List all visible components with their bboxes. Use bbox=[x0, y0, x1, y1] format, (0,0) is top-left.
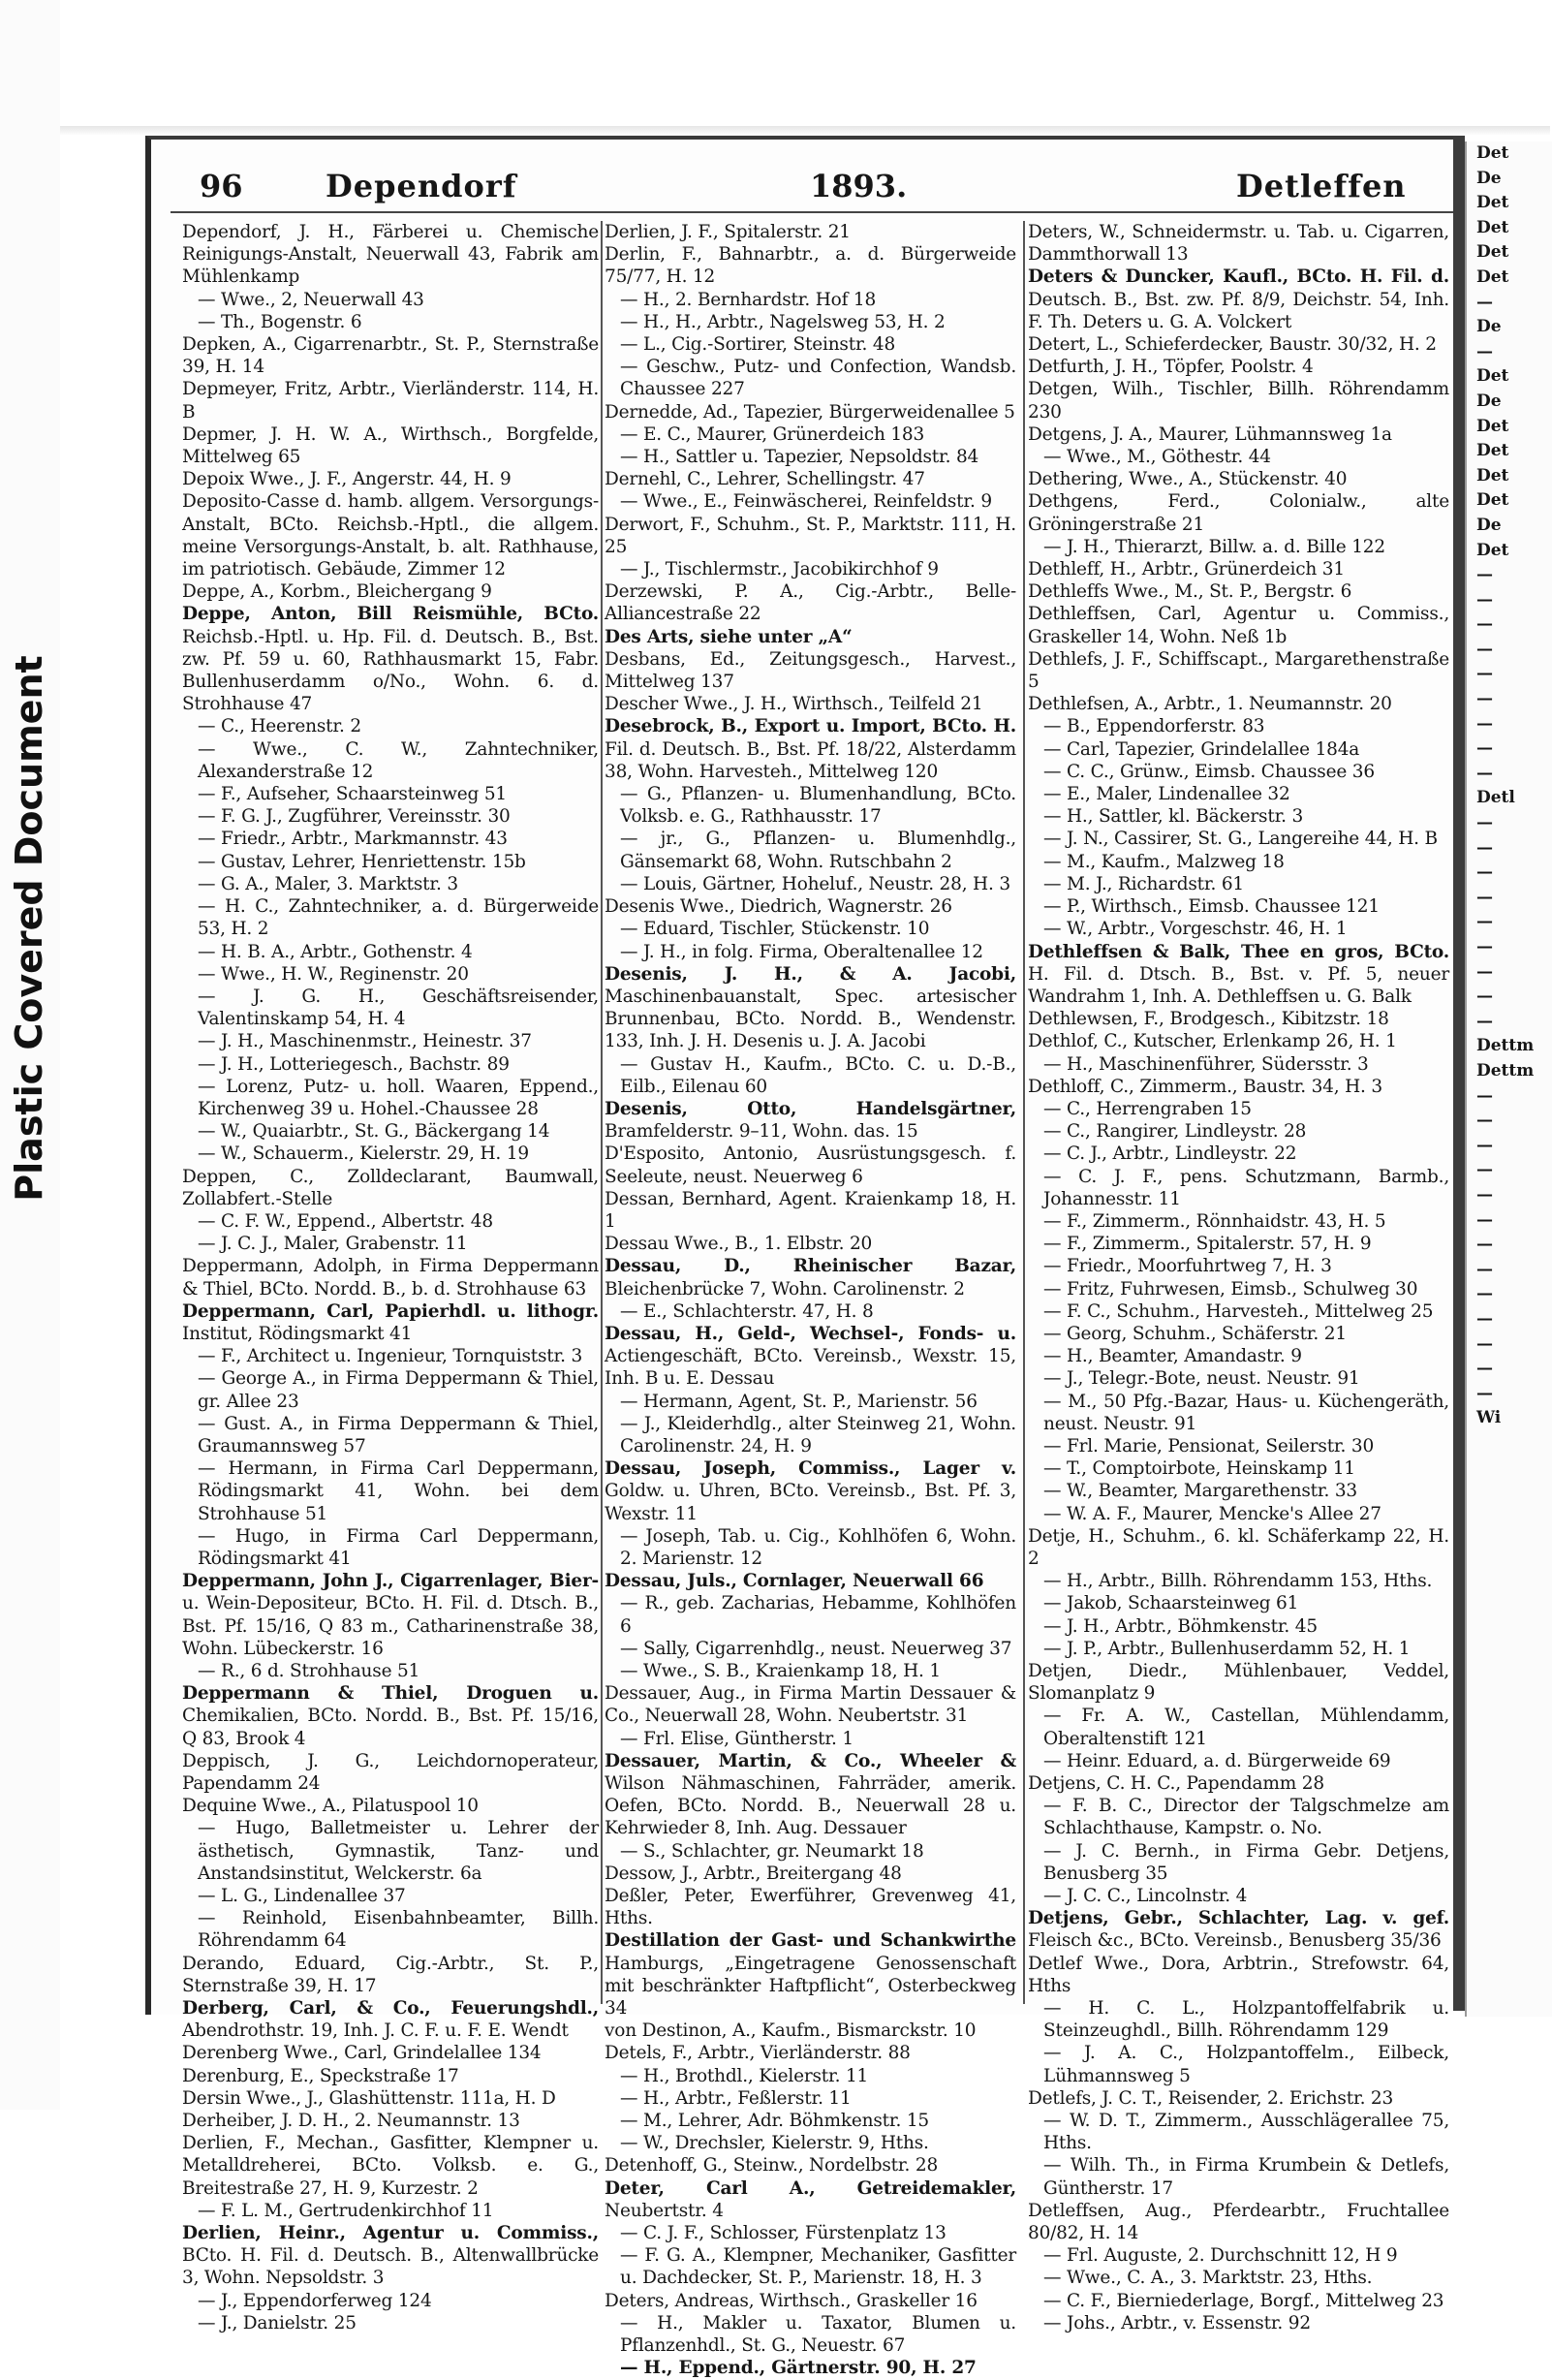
directory-entry: — Wwe., 2, Neuerwall 43 bbox=[198, 289, 424, 310]
page-gutter bbox=[1453, 136, 1465, 2011]
facing-page-fragment: — bbox=[1476, 862, 1493, 883]
directory-entry: Dequine Wwe., A., Pilatuspool 10 bbox=[182, 1796, 479, 1817]
directory-entry: Dessauer, Martin, & Co., Wheeler & Wilson Nähmaschinen, Fahrräder, amerik. Oefen, BCto. Nordd. B., Neuerwall 28 u. Kehrwieder 8, Inh. Aug. Dessauer bbox=[605, 1750, 1016, 1839]
facing-page-fragment: Detl bbox=[1476, 788, 1515, 808]
directory-entry: — Gustav, Lehrer, Henriettenstr. 15b bbox=[198, 851, 526, 872]
directory-entry: Derwort, F., Schuhm., St. P., Marktstr. 111, H. 25 bbox=[605, 514, 1016, 557]
running-head-left: Dependorf bbox=[326, 168, 517, 204]
directory-entry: — W., Beamter, Margarethenstr. 33 bbox=[1043, 1481, 1358, 1502]
directory-entry: Derheiber, J. D. H., 2. Neumannstr. 13 bbox=[182, 2111, 520, 2132]
directory-entry: Derlien, Heinr., Agentur u. Commiss., BCto. H. Fil. d. Deutsch. B., Altenwallbrücke 3, Wohn. Nepsoldstr. 3 bbox=[182, 2223, 599, 2289]
directory-entry: — Friedr., Moorfuhrtweg 7, H. 3 bbox=[1043, 1256, 1332, 1277]
directory-entry: — Hugo, in Firma Carl Deppermann, Rödingsmarkt 41 bbox=[198, 1525, 599, 1569]
directory-entry: Deter, Carl A., Getreidemakler, Neubertstr. 4 bbox=[605, 2177, 1016, 2221]
directory-entry: — Th., Bogenstr. 6 bbox=[198, 311, 362, 332]
directory-entry: Dethleff, H., Arbtr., Grünerdeich 31 bbox=[1028, 559, 1345, 580]
directory-entry: — Georg, Schuhm., Schäferstr. 21 bbox=[1043, 1323, 1347, 1344]
directory-entry: Derlin, F., Bahnarbtr., a. d. Bürgerweide 75/77, H. 12 bbox=[605, 244, 1016, 288]
directory-entry: — C. C., Grünw., Eimsb. Chaussee 36 bbox=[1043, 761, 1375, 782]
directory-entry: — C. F., Bierniederlage, Borgf., Mittelweg 23 bbox=[1043, 2290, 1444, 2311]
directory-entry: — T., Comptoirbote, Heinskamp 11 bbox=[1043, 1458, 1355, 1480]
directory-entry: Deppe, Anton, Bill Reismühle, BCto. Reichsb.-Hptl. u. Hp. Fil. d. Deutsch. B., Bst. zw. Pf. 59 u. 60, Rathhausmarkt 15, Fabr. Bullenhuserdamm o/No., Wohn. 6. d. Strohhause 47 bbox=[182, 604, 599, 715]
directory-entry: Derenburg, E., Speckstraße 17 bbox=[182, 2065, 459, 2086]
directory-entry: — George A., in Firma Deppermann & Thiel, gr. Allee 23 bbox=[198, 1368, 599, 1412]
directory-entry: — H., 2. Bernhardstr. Hof 18 bbox=[620, 289, 877, 310]
directory-entry: — Eduard, Tischler, Stückenstr. 10 bbox=[620, 919, 930, 940]
directory-entry: — F. G. J., Zugführer, Vereinsstr. 30 bbox=[198, 806, 511, 828]
directory-entry: Dependorf, J. H., Färberei u. Chemische Reinigungs-Anstalt, Neuerwall 43, Fabrik am Mühlenkamp bbox=[182, 222, 599, 288]
directory-entry: Deters, Andreas, Wirthsch., Graskeller 16 bbox=[605, 2290, 978, 2311]
directory-entry: — L. G., Lindenallee 37 bbox=[198, 1886, 406, 1907]
directory-entry: — J. H., Lotteriegesch., Bachstr. 89 bbox=[198, 1053, 510, 1075]
directory-entry: Dessau Wwe., B., 1. Elbstr. 20 bbox=[605, 1234, 873, 1255]
directory-entry: Des Arts, siehe unter „A“ bbox=[605, 626, 853, 647]
directory-entry: Deßler, Peter, Ewerführer, Grevenweg 41, Hths. bbox=[605, 1886, 1016, 1929]
directory-entry: Detjen, Diedr., Mühlenbauer, Veddel, Slomanplatz 9 bbox=[1028, 1661, 1449, 1705]
facing-page-fragment: Det bbox=[1476, 143, 1509, 163]
directory-entry: — P., Wirthsch., Eimsb. Chaussee 121 bbox=[1043, 896, 1380, 918]
directory-entry: Dessau, H., Geld-, Wechsel-, Fonds- u. Actiengeschäft, BCto. Vereinsb., Wexstr. 15, Inh. B u. E. Dessau bbox=[605, 1323, 1016, 1390]
directory-entry: — M. J., Richardstr. 61 bbox=[1043, 873, 1244, 894]
directory-entry: — Gustav H., Kaufm., BCto. C. u. D.-B., Eilb., Eilenau 60 bbox=[620, 1053, 1016, 1097]
directory-entry: Derzewski, P. A., Cig.-Arbtr., Belle-Alliancestraße 22 bbox=[605, 581, 1016, 625]
directory-entry: — J. P., Arbtr., Bullenhuserdamm 52, H. 1 bbox=[1043, 1638, 1411, 1659]
directory-entry: — W., Drechsler, Kielerstr. 9, Hths. bbox=[620, 2133, 929, 2154]
directory-entry: — C., Heerenstr. 2 bbox=[198, 716, 361, 737]
directory-entry: Dethloff, C., Zimmerm., Baustr. 34, H. 3 bbox=[1028, 1076, 1382, 1097]
facing-page-fragment: — bbox=[1476, 1085, 1493, 1106]
directory-entry: — Wwe., C. A., 3. Marktstr. 23, Hths. bbox=[1043, 2268, 1373, 2289]
facing-page-fragment: Det bbox=[1476, 193, 1509, 213]
directory-entry: Deppe, A., Korbm., Bleichergang 9 bbox=[182, 581, 492, 603]
directory-entry: — J., Kleiderhdlg., alter Steinweg 21, Wohn. Carolinenstr. 24, H. 9 bbox=[620, 1413, 1016, 1456]
facing-page-fragment: Det bbox=[1476, 366, 1509, 387]
directory-entry: — H. C., Zahntechniker, a. d. Bürgerweide 53, H. 2 bbox=[198, 896, 599, 940]
facing-page-fragment: — bbox=[1476, 1160, 1493, 1180]
facing-page-fragment: — bbox=[1476, 713, 1493, 734]
directory-entry: Dethleffs Wwe., M., St. P., Bergstr. 6 bbox=[1028, 581, 1352, 603]
directory-entry: — J. C. J., Maler, Grabenstr. 11 bbox=[198, 1234, 468, 1255]
facing-page-fragment: Dettm bbox=[1476, 1060, 1535, 1080]
directory-entry: — H., Beamter, Amandastr. 9 bbox=[1043, 1346, 1302, 1367]
directory-entry: — W., Schauerm., Kielerstr. 29, H. 19 bbox=[198, 1143, 529, 1165]
facing-page-fragment: — bbox=[1476, 689, 1493, 709]
directory-entry: Desebrock, B., Export u. Import, BCto. H. Fil. d. Deutsch. B., Bst. Pf. 18/22, Alsterdamm 38, Wohn. Harvesteh., Mittelweg 120 bbox=[605, 716, 1016, 782]
directory-entry: Deppisch, J. G., Leichdornoperateur, Papendamm 24 bbox=[182, 1750, 599, 1795]
directory-entry: Depken, A., Cigarrenarbtr., St. P., Sternstraße 39, H. 14 bbox=[182, 334, 599, 378]
facing-page-fragment: — bbox=[1476, 1308, 1493, 1329]
facing-page-fragment: — bbox=[1476, 1359, 1493, 1379]
directory-entry: — Wilh. Th., in Firma Krumbein & Detlefs, Güntherstr. 17 bbox=[1043, 2155, 1449, 2199]
facing-page-fragment: — bbox=[1476, 1011, 1493, 1031]
facing-page-fragment: — bbox=[1476, 961, 1493, 982]
directory-entry: — J., Danielstr. 25 bbox=[198, 2312, 357, 2333]
directory-entry: Derenberg Wwe., Carl, Grindelallee 134 bbox=[182, 2043, 542, 2064]
facing-page-fragment: — bbox=[1476, 664, 1493, 684]
directory-entry: — F. L. M., Gertrudenkirchhof 11 bbox=[198, 2200, 494, 2221]
directory-entry: — Wwe., S. B., Kraienkamp 18, H. 1 bbox=[620, 1661, 941, 1681]
facing-page-fragment: — bbox=[1476, 1333, 1493, 1354]
directory-entry: — W., Quaiarbtr., St. G., Bäckergang 14 bbox=[198, 1121, 550, 1143]
facing-page-fragment: Det bbox=[1476, 490, 1509, 511]
directory-entry: Desenis Wwe., Diedrich, Wagnerstr. 26 bbox=[605, 896, 952, 918]
directory-entry: — E., Schlachterstr. 47, H. 8 bbox=[620, 1300, 874, 1322]
directory-entry: Dethlefs, J. F., Schiffscapt., Margarethenstraße 5 bbox=[1028, 648, 1449, 693]
directory-entry: — Geschw., Putz- und Confection, Wandsb. Chaussee 227 bbox=[620, 357, 1016, 400]
directory-entry: Deppermann, Carl, Papierhdl. u. lithogr. Institut, Rödingsmarkt 41 bbox=[182, 1300, 599, 1344]
facing-page-fragment: — bbox=[1476, 565, 1493, 585]
directory-entry: — H., Sattler, kl. Bäckerstr. 3 bbox=[1043, 806, 1304, 828]
directory-entry: — Heinr. Eduard, a. d. Bürgerweide 69 bbox=[1043, 1750, 1391, 1771]
page-number: 96 bbox=[200, 168, 243, 204]
facing-page-fragment: Det bbox=[1476, 441, 1509, 461]
directory-entry: — C. J., Arbtr., Lindleystr. 22 bbox=[1043, 1143, 1297, 1165]
directory-entry: Dethlof, C., Kutscher, Erlenkamp 26, H. 1 bbox=[1028, 1031, 1397, 1052]
directory-entry: — Friedr., Arbtr., Markmannstr. 43 bbox=[198, 829, 508, 850]
facing-page-fragment: De bbox=[1476, 391, 1502, 411]
facing-page-fragment: — bbox=[1476, 639, 1493, 659]
facing-page-edge bbox=[1465, 141, 1552, 2017]
directory-entry: Dethlefsen, A., Arbtr., 1. Neumannstr. 20 bbox=[1028, 694, 1392, 715]
directory-entry: — F. G. A., Klempner, Mechaniker, Gasfitter u. Dachdecker, St. P., Marienstr. 18, H. 3 bbox=[620, 2245, 1016, 2289]
directory-entry: — H., Arbtr., Billh. Röhrendamm 153, Hths. bbox=[1043, 1571, 1433, 1592]
facing-page-fragment: De bbox=[1476, 168, 1502, 188]
running-head-right: Detleffen bbox=[1236, 168, 1407, 204]
directory-entry: Derando, Eduard, Cig.-Arbtr., St. P., Sternstraße 39, H. 17 bbox=[182, 1953, 599, 1996]
directory-entry: — C. J. F., Schlosser, Fürstenplatz 13 bbox=[620, 2223, 947, 2244]
directory-entry: Detels, F., Arbtr., Vierländerstr. 88 bbox=[605, 2043, 911, 2064]
directory-entry: — Wwe., M., Göthestr. 44 bbox=[1043, 447, 1271, 468]
directory-entry: D'Esposito, Antonio, Ausrüstungsgesch. f. Seeleute, neust. Neuerweg 6 bbox=[605, 1143, 1016, 1187]
facing-page-fragment: Dettm bbox=[1476, 1036, 1535, 1056]
facing-page-fragment: Wi bbox=[1476, 1408, 1502, 1428]
directory-entry: Derberg, Carl, & Co., Feuerungshdl., Abendrothstr. 19, Inh. J. C. F. u. F. E. Wendt bbox=[182, 1998, 599, 2042]
directory-entry: — Hugo, Balletmeister u. Lehrer der ästhetisch, Gymnastik, Tanz- und Anstandsinstitut, Welckerstr. 6a bbox=[198, 1818, 599, 1884]
directory-entry: — C. J. F., pens. Schutzmann, Barmb., Johannesstr. 11 bbox=[1043, 1166, 1449, 1209]
directory-entry: — Wwe., E., Feinwäscherei, Reinfeldstr. 9 bbox=[620, 491, 992, 513]
directory-entry: — Reinhold, Eisenbahnbeamter, Billh. Röhrendamm 64 bbox=[198, 1908, 599, 1952]
column-right bbox=[1028, 221, 1449, 2333]
directory-entry: — H., Sattler u. Tapezier, Nepsoldstr. 84 bbox=[620, 447, 979, 468]
column-divider bbox=[601, 221, 603, 2004]
directory-entry: — Frl. Marie, Pensionat, Seilerstr. 30 bbox=[1043, 1435, 1375, 1456]
directory-entry: — Gust. A., in Firma Deppermann & Thiel, Graumannsweg 57 bbox=[198, 1413, 599, 1456]
directory-entry: — J. C. C., Lincolnstr. 4 bbox=[1043, 1886, 1248, 1907]
column-left bbox=[182, 221, 599, 2333]
directory-entry: Derlien, J. F., Spitalerstr. 21 bbox=[605, 222, 851, 242]
directory-entry: — Louis, Gärtner, Hoheluf., Neustr. 28, H. 3 bbox=[620, 873, 1010, 894]
directory-entry: — H., Eppend., Gärtnerstr. 90, H. 27 bbox=[620, 2358, 977, 2379]
directory-entry: Dessow, J., Arbtr., Breitergang 48 bbox=[605, 1863, 902, 1884]
facing-page-fragment: — bbox=[1476, 1111, 1493, 1131]
directory-entry: Desenis, Otto, Handelsgärtner, Bramfelderstr. 9–11, Wohn. das. 15 bbox=[605, 1098, 1016, 1143]
facing-page-fragment: Det bbox=[1476, 540, 1509, 560]
facing-page-fragment: — bbox=[1476, 589, 1493, 610]
column-middle bbox=[605, 221, 1016, 2379]
directory-entry: Deppermann, Adolph, in Firma Deppermann & Thiel, BCto. Nordd. B., b. d. Strohhause 63 bbox=[182, 1256, 599, 1300]
facing-page-fragment: — bbox=[1476, 986, 1493, 1007]
directory-entry: — G., Pflanzen- u. Blumenhandlung, BCto. Volksb. e. G., Rathhausstr. 17 bbox=[620, 784, 1016, 828]
facing-page-fragment: — bbox=[1476, 341, 1493, 361]
facing-page-fragment: — bbox=[1476, 614, 1493, 635]
facing-page-fragment: — bbox=[1476, 1209, 1493, 1230]
directory-entry: Desbans, Ed., Zeitungsgesch., Harvest., Mittelweg 137 bbox=[605, 648, 1016, 693]
facing-page-fragment: — bbox=[1476, 292, 1493, 312]
directory-entry: Detfurth, J. H., Töpfer, Poolstr. 4 bbox=[1028, 357, 1314, 378]
directory-entry: — F. C., Schuhm., Harvesteh., Mittelweg 25 bbox=[1043, 1300, 1434, 1322]
directory-entry: — R., 6 d. Strohhause 51 bbox=[198, 1661, 420, 1681]
directory-entry: — J., Eppendorferweg 124 bbox=[198, 2290, 432, 2311]
directory-entry: Dethleffsen & Balk, Thee en gros, BCto. H. Fil. d. Dtsch. B., Bst. v. Pf. 5, neuer Wandrahm 1, Inh. A. Dethleffsen u. G. Balk bbox=[1028, 941, 1449, 1007]
directory-entry: Depoix Wwe., J. F., Angerstr. 44, H. 9 bbox=[182, 469, 512, 490]
directory-entry: — Hermann, in Firma Carl Deppermann, Rödingsmarkt 41, Wohn. bei dem Strohhause 51 bbox=[198, 1458, 599, 1524]
directory-entry: — E. C., Maurer, Grünerdeich 183 bbox=[620, 423, 925, 445]
directory-entry: — Carl, Tapezier, Grindelallee 184a bbox=[1043, 738, 1360, 760]
directory-entry: — J. H., Arbtr., Böhmkenstr. 45 bbox=[1043, 1615, 1318, 1637]
directory-entry: Detje, H., Schuhm., 6. kl. Schäferkamp 22, H. 2 bbox=[1028, 1525, 1449, 1569]
page-year: 1893. bbox=[810, 168, 908, 204]
facing-page-fragment: — bbox=[1476, 1383, 1493, 1403]
directory-entry: — R., geb. Zacharias, Hebamme, Kohlhöfen 6 bbox=[620, 1593, 1016, 1637]
directory-entry: — F. B. C., Director der Talgschmelze am Schlachthause, Kampstr. o. No. bbox=[1043, 1796, 1449, 1839]
directory-entry: — Jakob, Schaarsteinweg 61 bbox=[1043, 1593, 1299, 1614]
directory-entry: — W. A. F., Maurer, Mencke's Allee 27 bbox=[1043, 1503, 1381, 1524]
directory-entry: Derlien, F., Mechan., Gasfitter, Klempner u. Metalldreherei, BCto. Volksb. e. G., Breitestraße 27, H. 9, Kurzestr. 2 bbox=[182, 2133, 599, 2199]
directory-entry: — C., Rangirer, Lindleystr. 28 bbox=[1043, 1121, 1307, 1143]
facing-page-fragment: — bbox=[1476, 1235, 1493, 1255]
directory-entry: Descher Wwe., J. H., Wirthsch., Teilfeld 21 bbox=[605, 694, 983, 715]
directory-entry: — J. H., in folg. Firma, Oberaltenallee 12 bbox=[620, 941, 983, 962]
directory-entry: Dessau, D., Rheinischer Bazar, Bleichenbrücke 7, Wohn. Carolinenstr. 2 bbox=[605, 1256, 1016, 1300]
directory-entry: Deppen, C., Zolldeclarant, Baumwall, Zollabfert.-Stelle bbox=[182, 1166, 599, 1209]
directory-entry: — W., Arbtr., Vorgeschstr. 46, H. 1 bbox=[1043, 919, 1348, 940]
directory-entry: Depmer, J. H. W. A., Wirthsch., Borgfelde, Mittelweg 65 bbox=[182, 423, 599, 468]
directory-entry: Dernehl, C., Lehrer, Schellingstr. 47 bbox=[605, 469, 925, 490]
directory-entry: — Johs., Arbtr., v. Essenstr. 92 bbox=[1043, 2312, 1311, 2333]
facing-page-fragment: Det bbox=[1476, 266, 1509, 287]
directory-entry: — J. H., Thierarzt, Billw. a. d. Bille 122 bbox=[1043, 536, 1385, 557]
directory-entry: Deposito-Casse d. hamb. allgem. Versorgungs-Anstalt, BCto. Reichsb.-Hptl., die allgem. meine Versorgungs-Anstalt, b. alt. Rathhause, im patriotisch. Gebäude, Zimmer 12 bbox=[182, 491, 599, 580]
scan-border bbox=[60, 126, 1550, 136]
directory-entry: — C. F. W., Eppend., Albertstr. 48 bbox=[198, 1210, 493, 1232]
directory-entry: — E., Maler, Lindenallee 32 bbox=[1043, 784, 1290, 805]
directory-entry: Detlef Wwe., Dora, Arbtrin., Strefowstr. 64, Hths bbox=[1028, 1953, 1449, 1996]
facing-page-fragment: — bbox=[1476, 1184, 1493, 1205]
directory-entry: — M., Lehrer, Adr. Böhmkenstr. 15 bbox=[620, 2111, 929, 2132]
directory-entry: — Frl. Auguste, 2. Durchschnitt 12, H 9 bbox=[1043, 2245, 1398, 2267]
directory-entry: Destillation der Gast- und Schankwirthe Hamburgs, „Eingetragene Genossenschaft mit beschränkter Haftpflicht“, Osterbeckweg 34 bbox=[605, 1930, 1016, 2020]
directory-entry: von Destinon, A., Kaufm., Bismarckstr. 10 bbox=[605, 2020, 977, 2042]
directory-entry: Dessau, Juls., Cornlager, Neuerwall 66 bbox=[605, 1571, 984, 1592]
directory-entry: — J. N., Cassirer, St. G., Langereihe 44, H. B bbox=[1043, 829, 1438, 850]
directory-entry: Detlefs, J. C. T., Reisender, 2. Erichstr. 23 bbox=[1028, 2087, 1394, 2109]
directory-entry: Deppermann & Thiel, Droguen u. Chemikalien, BCto. Nordd. B., Bst. Pf. 15/16, Q 83, Brook 4 bbox=[182, 1683, 599, 1749]
facing-page-fragment: — bbox=[1476, 887, 1493, 907]
directory-entry: Detjens, Gebr., Schlachter, Lag. v. gef. Fleisch &c., BCto. Vereinsb., Benusberg 35/36 bbox=[1028, 1908, 1449, 1952]
facing-page-fragment: — bbox=[1476, 837, 1493, 858]
facing-page-fragment: Det bbox=[1476, 242, 1509, 263]
directory-entry: — Fritz, Fuhrwesen, Eimsb., Schulweg 30 bbox=[1043, 1278, 1418, 1300]
directory-entry: Dernedde, Ad., Tapezier, Bürgerweidenallee 5 bbox=[605, 401, 1015, 423]
facing-page-fragment: De bbox=[1476, 515, 1502, 535]
facing-page-fragment: — bbox=[1476, 912, 1493, 932]
directory-entry: — F., Architect u. Ingenieur, Tornquiststr. 3 bbox=[198, 1346, 583, 1367]
directory-entry: Detgens, J. A., Maurer, Lühmannsweg 1a bbox=[1028, 423, 1392, 445]
directory-entry: Dersin Wwe., J., Glashüttenstr. 111a, H. D bbox=[182, 2087, 556, 2109]
directory-entry: Dessan, Bernhard, Agent. Kraienkamp 18, H. 1 bbox=[605, 1188, 1016, 1232]
directory-entry: Dessau, Joseph, Commiss., Lager v. Goldw. u. Uhren, BCto. Vereinsb., Bst. Pf. 3, Wexstr. 11 bbox=[605, 1458, 1016, 1524]
directory-entry: Dethgens, Ferd., Colonialw., alte Gröningerstraße 21 bbox=[1028, 491, 1449, 535]
directory-entry: Detgen, Wilh., Tischler, Billh. Röhrendamm 230 bbox=[1028, 379, 1449, 423]
directory-entry: — H. B. A., Arbtr., Gothenstr. 4 bbox=[198, 941, 473, 962]
directory-entry: — Frl. Elise, Güntherstr. 1 bbox=[620, 1728, 854, 1749]
facing-page-fragment: — bbox=[1476, 1259, 1493, 1279]
directory-entry: Detert, L., Schieferdecker, Baustr. 30/32, H. 2 bbox=[1028, 334, 1437, 356]
directory-entry: Dethleffsen, Carl, Agentur u. Commiss., Graskeller 14, Wohn. Neß 1b bbox=[1028, 604, 1449, 647]
column-divider bbox=[1023, 221, 1025, 2004]
directory-entry: Deters, W., Schneidermstr. u. Tab. u. Cigarren, Dammthorwall 13 bbox=[1028, 222, 1449, 266]
facing-page-fragment: — bbox=[1476, 1284, 1493, 1304]
directory-entry: Dethering, Wwe., A., Stückenstr. 40 bbox=[1028, 469, 1348, 490]
directory-entry: — H., Brothdl., Kielerstr. 11 bbox=[620, 2065, 869, 2086]
directory-entry: — H. C. L., Holzpantoffelfabrik u. Steinzeughdl., Billh. Röhrendamm 129 bbox=[1043, 1998, 1449, 2042]
directory-entry: — H., Maschinenführer, Südersstr. 3 bbox=[1043, 1053, 1369, 1075]
facing-page-fragment: Det bbox=[1476, 217, 1509, 237]
directory-page bbox=[145, 136, 1454, 2379]
directory-entry: — J., Telegr.-Bote, neust. Neustr. 91 bbox=[1043, 1368, 1360, 1390]
directory-entry: — Hermann, Agent, St. P., Marienstr. 56 bbox=[620, 1391, 978, 1412]
directory-entry: Detjens, C. H. C., Papendamm 28 bbox=[1028, 1773, 1324, 1795]
directory-entry: — Sally, Cigarrenhdlg., neust. Neuerweg 37 bbox=[620, 1638, 1012, 1659]
directory-entry: — W. D. T., Zimmerm., Ausschlägerallee 75, Hths. bbox=[1043, 2111, 1449, 2154]
directory-entry: — H., Makler u. Taxator, Blumen u. Pflanzenhdl., St. G., Neuestr. 67 bbox=[620, 2312, 1016, 2357]
directory-entry: Depmeyer, Fritz, Arbtr., Vierländerstr. 114, H. B bbox=[182, 379, 599, 423]
facing-page-fragment: De bbox=[1476, 317, 1502, 337]
directory-entry: — F., Zimmerm., Rönnhaidstr. 43, H. 5 bbox=[1043, 1210, 1386, 1232]
directory-entry: Detenhoff, G., Steinw., Nordelbstr. 28 bbox=[605, 2155, 939, 2176]
directory-entry: — H., H., Arbtr., Nagelsweg 53, H. 2 bbox=[620, 311, 946, 332]
directory-entry: — jr., G., Pflanzen- u. Blumenhdlg., Gänsemarkt 68, Wohn. Rutschbahn 2 bbox=[620, 829, 1016, 872]
facing-page-fragment: — bbox=[1476, 813, 1493, 833]
directory-entry: — Joseph, Tab. u. Cig., Kohlhöfen 6, Wohn. 2. Marienstr. 12 bbox=[620, 1525, 1016, 1569]
directory-entry: — J. H., Maschinenmstr., Heinestr. 37 bbox=[198, 1031, 532, 1052]
directory-entry: — Wwe., H. W., Reginenstr. 20 bbox=[198, 963, 469, 985]
directory-entry: — F., Aufseher, Schaarsteinweg 51 bbox=[198, 784, 507, 805]
directory-entry: — Lorenz, Putz- u. holl. Waaren, Eppend., Kirchenweg 39 u. Hohel.-Chaussee 28 bbox=[198, 1076, 599, 1119]
directory-entry: Desenis, J. H., & A. Jacobi, Maschinenbauanstalt, Spec. artesischer Brunnenbau, BCto. Nordd. B., Wendenstr. 133, Inh. J. H. Desenis u. J. A. Jacobi bbox=[605, 963, 1016, 1052]
header-rule bbox=[171, 211, 1454, 213]
facing-page-fragment: — bbox=[1476, 738, 1493, 759]
directory-entry: — G. A., Maler, 3. Marktstr. 3 bbox=[198, 873, 458, 894]
directory-entry: — Fr. A. W., Castellan, Mühlendamm, Oberaltenstift 121 bbox=[1043, 1706, 1449, 1749]
directory-entry: — J. G. H., Geschäftsreisender, Valentinskamp 54, H. 4 bbox=[198, 986, 599, 1030]
directory-entry: — J., Tischlermstr., Jacobikirchhof 9 bbox=[620, 559, 939, 580]
directory-entry: Dethlewsen, F., Brodgesch., Kibitzstr. 18 bbox=[1028, 1009, 1389, 1030]
directory-entry: — B., Eppendorferstr. 83 bbox=[1043, 716, 1265, 737]
directory-entry: — J. C. Bernh., in Firma Gebr. Detjens, Benusberg 35 bbox=[1043, 1840, 1449, 1884]
directory-entry: — S., Schlachter, gr. Neumarkt 18 bbox=[620, 1840, 924, 1862]
directory-entry: Dessauer, Aug., in Firma Martin Dessauer & Co., Neuerwall 28, Wohn. Neubertstr. 31 bbox=[605, 1683, 1016, 1727]
directory-entry: — M., Kaufm., Malzweg 18 bbox=[1043, 851, 1285, 872]
facing-page-fragment: — bbox=[1476, 763, 1493, 783]
directory-entry: Deters & Duncker, Kaufl., BCto. H. Fil. d. Deutsch. B., Bst. zw. Pf. 8/9, Deichstr. 54, Inh. F. Th. Deters u. G. A. Volckert bbox=[1028, 266, 1449, 332]
directory-entry: Detleffsen, Aug., Pferdearbtr., Fruchtallee 80/82, H. 14 bbox=[1028, 2200, 1449, 2244]
facing-page-fragment: Det bbox=[1476, 465, 1509, 485]
directory-entry: — F., Zimmerm., Spitalerstr. 57, H. 9 bbox=[1043, 1234, 1372, 1255]
directory-entry: — L., Cig.-Sortirer, Steinstr. 48 bbox=[620, 334, 896, 356]
directory-entry: — J. A. C., Holzpantoffelm., Eilbeck, Lühmannsweg 5 bbox=[1043, 2043, 1449, 2086]
directory-entry: — H., Arbtr., Feßlerstr. 11 bbox=[620, 2087, 852, 2109]
directory-entry: Deppermann, John J., Cigarrenlager, Bier- u. Wein-Depositeur, BCto. H. Fil. d. Dtsch. B., Bst. Pf. 15/16, Q 83 m., Catharinenstraße 38, Wohn. Lübeckerstr. 16 bbox=[182, 1571, 599, 1659]
directory-entry: — M., 50 Pfg.-Bazar, Haus- u. Küchengeräth, neust. Neustr. 91 bbox=[1043, 1391, 1449, 1434]
plastic-covered-label: Plastic Covered Document bbox=[8, 655, 50, 1202]
directory-entry: — Wwe., C. W., Zahntechniker, Alexanderstraße 12 bbox=[198, 738, 599, 782]
page-header bbox=[200, 167, 1454, 205]
facing-page-fragment: — bbox=[1476, 1135, 1493, 1155]
facing-page-fragment: — bbox=[1476, 937, 1493, 956]
directory-entry: — C., Herrengraben 15 bbox=[1043, 1098, 1252, 1119]
facing-page-fragment: Det bbox=[1476, 416, 1509, 436]
